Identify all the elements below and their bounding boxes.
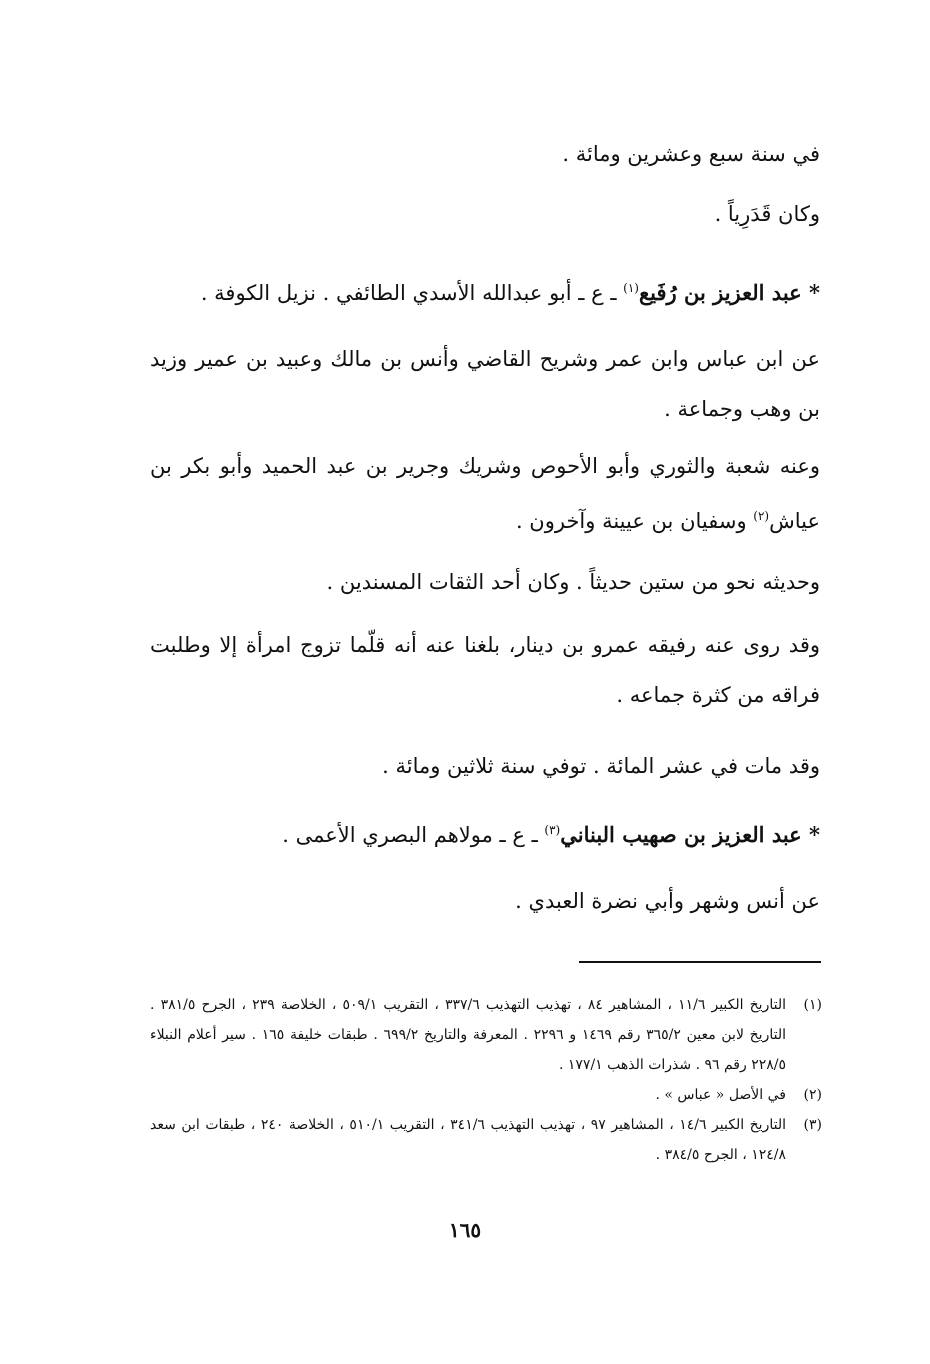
footnote-number: (٢) bbox=[803, 1087, 822, 1103]
footnote-text: التاريخ الكبير ١١/٦ ، المشاهير ٨٤ ، تهذيب التهذيب ٣٣٧/٦ ، التقريب ٥٠٩/١ ، الخلاصة ٢٣٩ ، الجرح ٣٨١/٥ . التاريخ لابن معين ٣٦٥/٢ رقم ١٤٦٩ و ٢٢٩٦ . المعرفة والتاريخ ٦٩٩/٢ . طبقات خليفة ١٦٥ . سير أعلام النبلاء ٢٢٨/٥ رقم ٩٦ . شذرات الذهب ١٧٧/١ . bbox=[150, 997, 786, 1073]
paragraph-5: وعنه شعبة والثوري وأبو الأحوص وشريك وجرير بن عبد الحميد وأبو بكر بن عياش$^{(٢)}$ وسفيان بن عيينة وآخرون . bbox=[150, 454, 820, 533]
paragraph-1: في سنة سبع وعشرين ومائة . bbox=[562, 142, 820, 166]
footnotes bbox=[150, 990, 822, 1170]
paragraph-2: وكان قَدَرِياً . bbox=[714, 202, 820, 226]
entry-description: ـ ع ـ أبو عبدالله الأسدي الطائفي . نزيل الكوفة . bbox=[200, 281, 624, 305]
paragraph-4: عن ابن عباس وابن عمر وشريح القاضي وأنس بن مالك وعبيد بن عمير وزيد بن وهب وجماعة . bbox=[150, 347, 820, 421]
footnote-ref: (٣) bbox=[544, 823, 561, 837]
footnote-ref: (٢) bbox=[753, 509, 770, 523]
paragraph-6: وحديثه نحو من ستين حديثاً . وكان أحد الثقات المسندين . bbox=[326, 570, 820, 594]
footnote-number: (١) bbox=[803, 997, 822, 1013]
footnote-ref: (١) bbox=[623, 281, 639, 295]
entry-description: ـ ع ـ مولاهم البصري الأعمى . bbox=[282, 823, 545, 847]
footnote-3 bbox=[150, 1110, 822, 1170]
paragraph-8: وقد مات في عشر المائة . توفي سنة ثلاثين ومائة . bbox=[382, 754, 820, 778]
footnote-1 bbox=[150, 990, 822, 1080]
footnote-text: في الأصل « عباس » . bbox=[655, 1087, 786, 1103]
paragraph-10: عن أنس وشهر وأبي نضرة العبدي . bbox=[515, 889, 820, 913]
footnote-divider bbox=[579, 961, 821, 963]
footnote-2 bbox=[150, 1080, 822, 1110]
entry-heading-abd-al-aziz-bin-suhayb bbox=[150, 805, 820, 860]
entry-name: * عبد العزيز بن صهيب البناني bbox=[560, 822, 820, 847]
paragraph-7: وقد روى عنه رفيقه عمرو بن دينار، بلغنا عنه أنه قلّما تزوج امرأة إلا وطلبت فراقه من كثرة جماعه . bbox=[150, 633, 820, 707]
entry-heading-abd-al-aziz-bin-rufay bbox=[150, 263, 820, 318]
footnote-text: التاريخ الكبير ١٤/٦ ، المشاهير ٩٧ ، تهذيب التهذيب ٣٤١/٦ ، التقريب ٥١٠/١ ، الخلاصة ٢٤٠ ، طبقات ابن سعد ١٢٤/٨ ، الجرح ٣٨٤/٥ . bbox=[150, 1117, 786, 1163]
page-number: ١٦٥ bbox=[448, 1218, 482, 1242]
footnote-number: (٣) bbox=[803, 1117, 822, 1133]
entry-name: * عبد العزيز بن رُفَيع bbox=[638, 280, 820, 305]
